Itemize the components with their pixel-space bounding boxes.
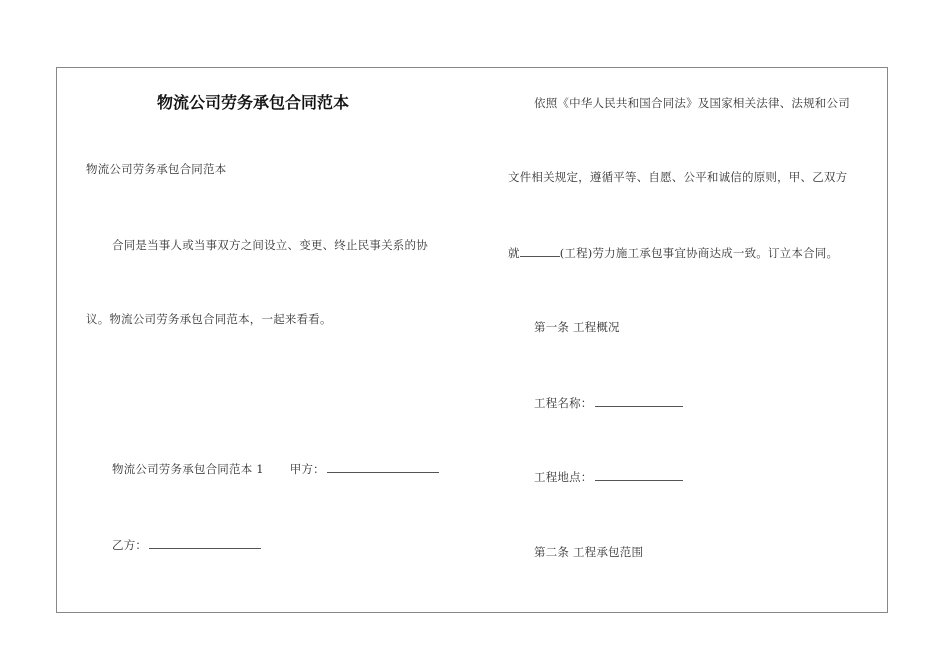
party-b-blank (149, 536, 261, 549)
sample-heading-row (112, 460, 439, 477)
intro-paragraph-line-2: 议。物流公司劳务承包合同范本，一起来看看。 (86, 312, 332, 326)
project-name-row (534, 394, 683, 411)
para-line3-suffix: (工程)劳力施工承包事宜协商达成一致。订立本合同。 (559, 246, 839, 260)
article-2-heading: 第二条 工程承包范围 (534, 545, 644, 559)
project-location-blank (595, 468, 683, 481)
project-location-label: 工程地点： (534, 470, 593, 484)
party-a-label: 甲方： (289, 462, 325, 476)
para-line3-prefix: 就 (508, 246, 520, 260)
right-column (473, 68, 889, 612)
right-paragraph-line-2: 文件相关规定，遵循平等、自愿、公平和诚信的原则，甲、乙双方 (508, 170, 848, 184)
party-b-row (112, 536, 261, 553)
sample-heading: 物流公司劳务承包合同范本 1 (112, 462, 264, 476)
project-blank-inline (520, 244, 560, 257)
project-name-blank (595, 394, 683, 407)
project-location-row (534, 468, 683, 485)
document-subtitle: 物流公司劳务承包合同范本 (86, 162, 227, 176)
document-title: 物流公司劳务承包合同范本 (157, 93, 350, 112)
right-paragraph-line-3 (508, 244, 838, 261)
intro-paragraph-line-1: 合同是当事人或当事双方之间设立、变更、终止民事关系的协 (112, 238, 428, 252)
party-a-blank (327, 460, 439, 473)
right-paragraph-line-1: 依照《中华人民共和国合同法》及国家相关法律、法规和公司 (534, 96, 850, 110)
project-name-label: 工程名称： (534, 396, 593, 410)
article-1-heading: 第一条 工程概况 (534, 320, 620, 334)
party-b-label: 乙方： (112, 538, 148, 552)
document-page (56, 67, 888, 613)
left-column (57, 68, 473, 612)
